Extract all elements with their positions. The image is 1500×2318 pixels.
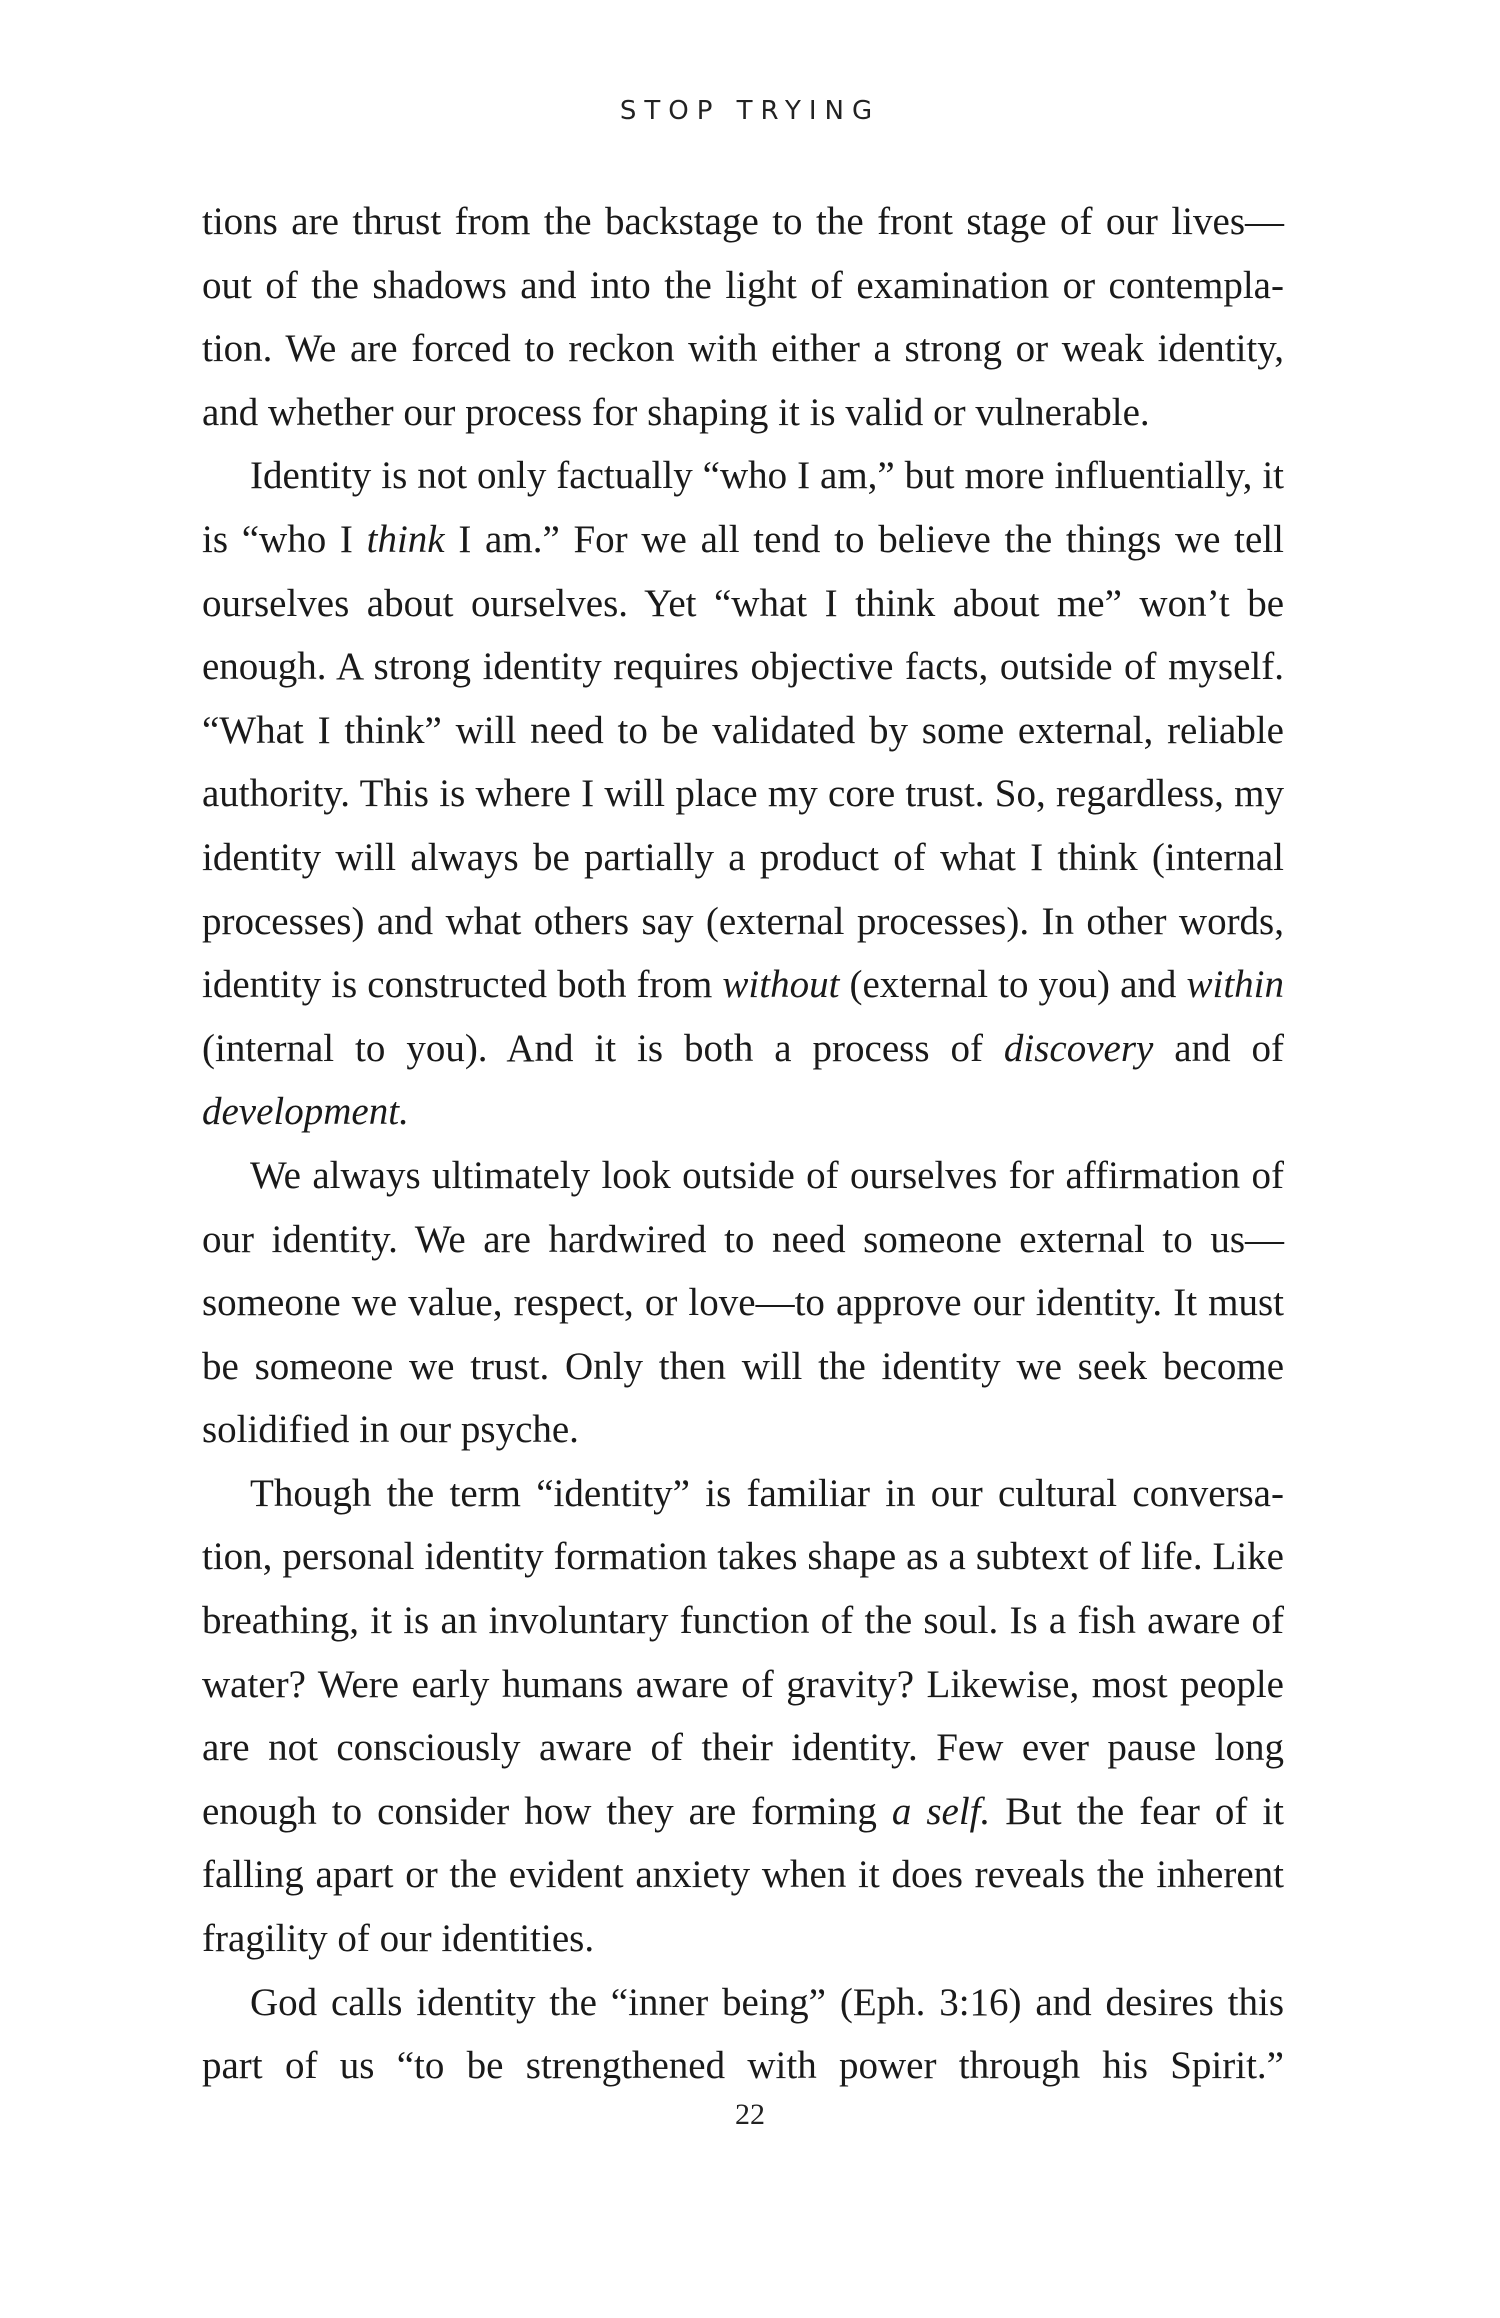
text-run: (internal to you). And it is both a process of [202, 1026, 1004, 1070]
text-run: tions are thrust from the backstage to the front stage of our lives—out of the shadows and into the light of examination or contemplation. We are forced to reckon with either a strong or weak identity, and whether our process for shaping it is valid or vulnerable. [202, 200, 1284, 434]
page-number: 22 [735, 2098, 765, 2131]
text-run: (external to you) and [839, 963, 1187, 1007]
text-run: Though the term “identity” is familiar in our cultural conversation, personal identity formation takes shape as a subtext of life. Like breathing, it is an involuntary function of the soul. Is a fish aware of water? Were early humans aware of gravity? Likewise, most people are not consciously aware of their identity. Few ever pause long enough to consider how they are forming [202, 1471, 1284, 1833]
text-run: But the fear of it falling apart or the evident anxiety when it does reveals the inherent fragility of our identities. [202, 1789, 1284, 1961]
italic-run: think [366, 517, 445, 561]
italic-run: discovery [1003, 1026, 1154, 1070]
text-run: God calls identity the “inner being” (Eph. 3:16) and desires this part of us “to be strengthened with power through his Spirit.” [202, 1980, 1284, 2088]
text-run: and of [1153, 1026, 1284, 1070]
body-text [202, 190, 1284, 2098]
text-run: We always ultimately look outside of ourselves for affirmation of our identity. We are hardwired to need someone external to us—someone we value, respect, or love—to approve our identity. It must be someone we trust. Only then will the identity we seek become solidified in our psyche. [202, 1153, 1284, 1452]
text-run: I am.” For we all tend to believe the things we tell ourselves about ourselves. Yet “what I think about me” won’t be enough. A strong identity requires objective facts, outside of myself. “What I think” will need to be validated by some external, reliable authority. This is where I will place my core trust. So, regardless, my identity will always be partially a product of what I think (internal processes) and what others say (external processes). In other words, identity is constructed both from [202, 517, 1284, 1007]
running-head: STOP TRYING [619, 96, 881, 126]
italic-run: development. [202, 1090, 409, 1134]
italic-run: without [722, 963, 840, 1007]
paragraph [202, 1144, 1284, 1462]
text-run: Identity is not only factually “who I am,” but more influentially, it is “who I [202, 454, 1284, 561]
paragraph [202, 1971, 1284, 2098]
italic-run: a self. [891, 1789, 991, 1833]
italic-run: within [1186, 963, 1284, 1007]
paragraph [202, 1462, 1284, 1971]
paragraph [202, 190, 1284, 444]
paragraph [202, 444, 1284, 1144]
